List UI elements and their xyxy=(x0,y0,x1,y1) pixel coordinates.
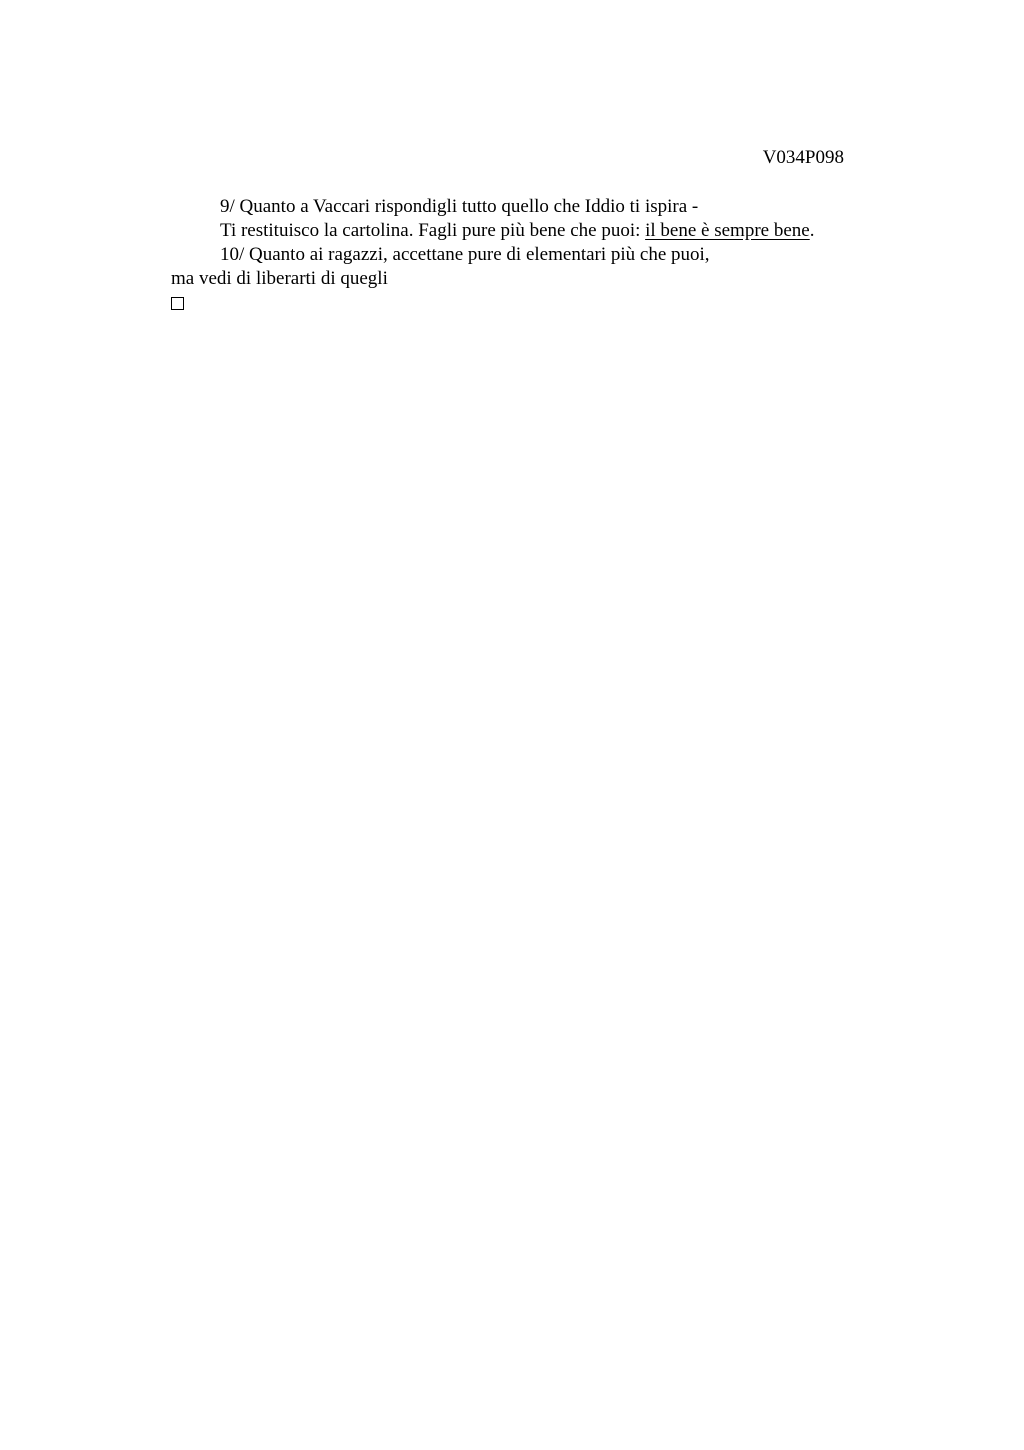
paragraph-10: 10/ Quanto ai ragazzi, accettane pure di elementari più che puoi, xyxy=(220,244,710,265)
page-code: V034P098 xyxy=(762,147,844,168)
text-segment: Ti restituisco la cartolina. Fagli pure più bene che puoi: xyxy=(220,220,646,241)
paragraph-9: 9/ Quanto a Vaccari rispondigli tutto quello che Iddio ti ispira - xyxy=(220,196,699,217)
paragraph-10-continuation: ma vedi di liberarti di quegli xyxy=(171,268,388,289)
underlined-phrase: il bene è sempre bene xyxy=(645,220,810,241)
paragraph-9-continuation xyxy=(171,219,891,243)
empty-square-icon xyxy=(171,297,184,310)
text-segment-end: . xyxy=(809,220,815,241)
letter-body xyxy=(171,195,891,310)
